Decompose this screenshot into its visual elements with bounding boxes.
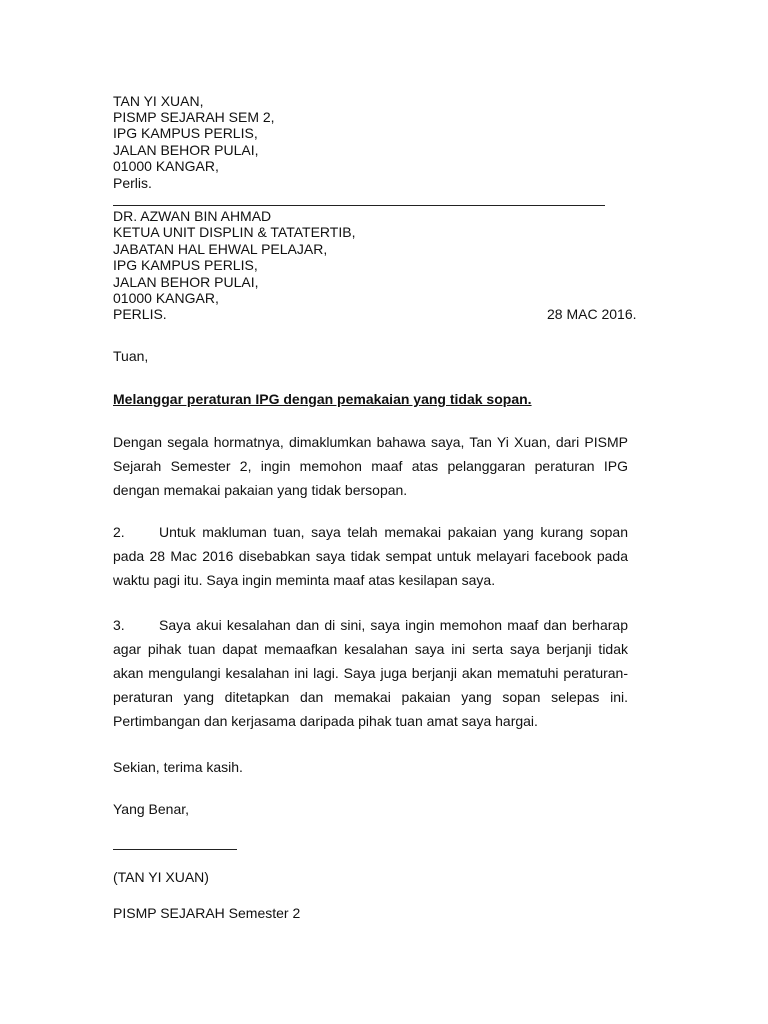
sender-line-1: TAN YI XUAN,	[113, 93, 204, 109]
recipient-line-3: JABATAN HAL EHWAL PELAJAR,	[113, 241, 328, 257]
paragraph-2-number: 2.	[113, 524, 125, 540]
recipient-line-7: PERLIS.	[113, 306, 167, 322]
body-paragraph-1	[113, 430, 628, 502]
salutation: Tuan,	[113, 348, 149, 364]
letter-date: 28 MAC 2016.	[547, 306, 637, 322]
paragraph-2-text: Untuk makluman tuan, saya telah memakai pakaian yang kurang sopan pada 28 Mac 2016 disebabkan saya tidak sempat untuk melayari facebook pada waktu pagi itu. Saya ingin meminta maaf atas kesilapan saya.	[113, 524, 628, 588]
closing-thanks: Sekian, terima kasih.	[113, 759, 243, 775]
recipient-line-1: DR. AZWAN BIN AHMAD	[113, 208, 272, 224]
signer-name: (TAN YI XUAN)	[113, 869, 209, 885]
sender-line-5: 01000 KANGAR,	[113, 158, 219, 174]
body-paragraph-2	[113, 520, 628, 592]
body-paragraph-3	[113, 613, 628, 733]
recipient-line-4: IPG KAMPUS PERLIS,	[113, 257, 258, 273]
recipient-line-2: KETUA UNIT DISPLIN & TATATERTIB,	[113, 224, 356, 240]
address-divider	[113, 205, 605, 206]
paragraph-1-text: Dengan segala hormatnya, dimaklumkan bahawa saya, Tan Yi Xuan, dari PISMP Sejarah Semester 2, ingin memohon maaf atas pelanggaran peraturan IPG dengan memakai pakaian yang tidak bersopan.	[113, 434, 628, 498]
paragraph-3-number: 3.	[113, 617, 125, 633]
closing-sign-off: Yang Benar,	[113, 801, 190, 817]
letter-subject: Melanggar peraturan IPG dengan pemakaian yang tidak sopan.	[113, 391, 532, 407]
recipient-line-5: JALAN BEHOR PULAI,	[113, 274, 259, 290]
sender-line-6: Perlis.	[113, 175, 152, 191]
paragraph-3-text: Saya akui kesalahan dan di sini, saya ingin memohon maaf dan berharap agar pihak tuan dapat memaafkan kesalahan saya ini serta saya berjanji tidak akan mengulangi kesalahan ini lagi. Saya juga berjanji akan mematuhi peraturan-peraturan yang ditetapkan dan memakai pakaian yang sopan selepas ini. Pertimbangan dan kerjasama daripada pihak tuan amat saya hargai.	[113, 617, 628, 729]
sender-line-3: IPG KAMPUS PERLIS,	[113, 125, 258, 141]
sender-line-2: PISMP SEJARAH SEM 2,	[113, 109, 275, 125]
signer-program: PISMP SEJARAH Semester 2	[113, 905, 301, 921]
signature-line	[113, 849, 237, 850]
sender-line-4: JALAN BEHOR PULAI,	[113, 142, 259, 158]
recipient-line-6: 01000 KANGAR,	[113, 290, 219, 306]
